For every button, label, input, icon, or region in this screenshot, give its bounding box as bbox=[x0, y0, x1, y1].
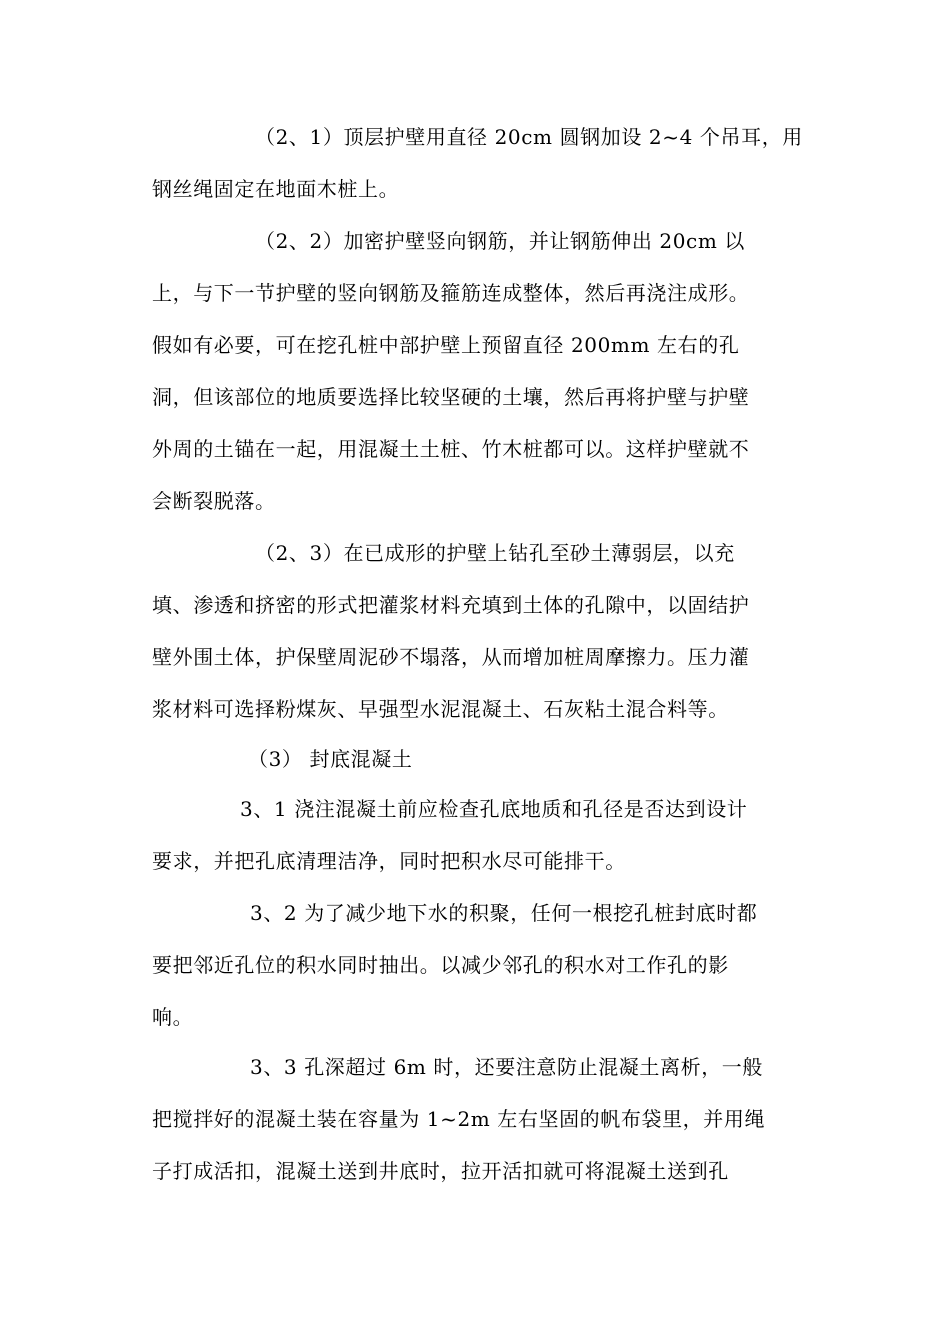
text-line-12: 浆材料可选择粉煤灰、早强型水泥混凝土、石灰粘土混合料等。 bbox=[152, 697, 729, 721]
text-line-10: 填、渗透和挤密的形式把灌浆材料充填到土体的孔隙中，以固结护 bbox=[152, 593, 750, 617]
text-line-8: 会断裂脱落。 bbox=[152, 489, 276, 513]
text-line-5: 假如有必要，可在挖孔桩中部护壁上预留直径 200mm 左右的孔 bbox=[152, 333, 740, 357]
text-line-1: （2、1）顶层护壁用直径 20cm 圆钢加设 2~4 个吊耳，用 bbox=[255, 125, 803, 149]
text-line-17: 要把邻近孔位的积水同时抽出。以减少邻孔的积水对工作孔的影 bbox=[152, 953, 729, 977]
text-line-16: 3、2 为了减少地下水的积聚，任何一根挖孔桩封底时都 bbox=[250, 901, 758, 925]
text-line-11: 壁外围土体，护保壁周泥砂不塌落，从而增加桩周摩擦力。压力灌 bbox=[152, 645, 750, 669]
text-line-9: （2、3）在已成形的护壁上钻孔至砂土薄弱层，以充 bbox=[255, 541, 735, 565]
section-heading: （3） 封底混凝土 bbox=[248, 747, 413, 771]
text-line-20: 把搅拌好的混凝土装在容量为 1~2m 左右坚固的帆布袋里，并用绳 bbox=[152, 1107, 766, 1131]
text-line-19: 3、3 孔深超过 6m 时，还要注意防止混凝土离析，一般 bbox=[250, 1055, 764, 1079]
text-line-6: 洞，但该部位的地质要选择比较坚硬的土壤，然后再将护壁与护壁 bbox=[152, 385, 750, 409]
text-line-4: 上，与下一节护壁的竖向钢筋及箍筋连成整体，然后再浇注成形。 bbox=[152, 281, 750, 305]
text-line-21: 子打成活扣，混凝土送到井底时，拉开活扣就可将混凝土送到孔 bbox=[152, 1159, 729, 1183]
text-line-3: （2、2）加密护壁竖向钢筋，并让钢筋伸出 20cm 以 bbox=[255, 229, 745, 253]
text-line-2: 钢丝绳固定在地面木桩上。 bbox=[152, 177, 400, 201]
text-line-7: 外周的土锚在一起，用混凝土土桩、竹木桩都可以。这样护壁就不 bbox=[152, 437, 750, 461]
text-line-14: 3、1 浇注混凝土前应检查孔底地质和孔径是否达到设计 bbox=[240, 797, 748, 821]
text-line-15: 要求，并把孔底清理洁净，同时把积水尽可能排干。 bbox=[152, 849, 626, 873]
text-line-18: 响。 bbox=[152, 1005, 194, 1029]
